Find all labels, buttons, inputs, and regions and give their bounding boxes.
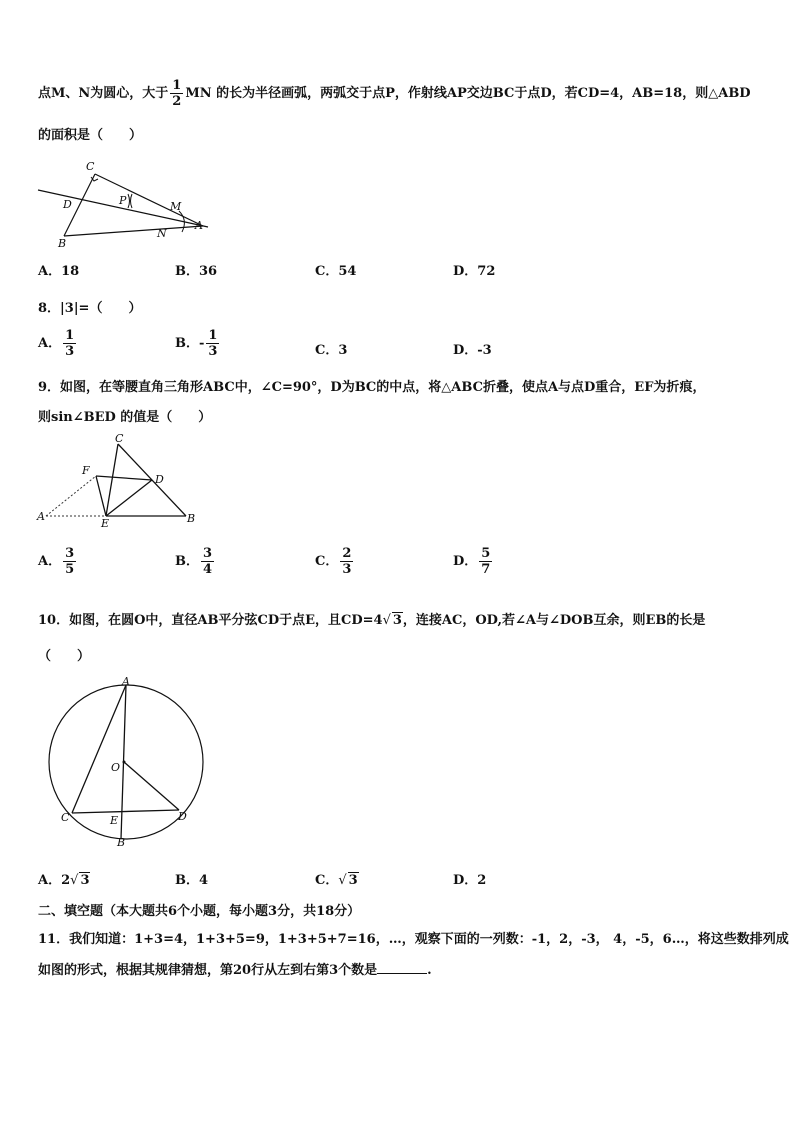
q10-label-E: E xyxy=(110,814,119,827)
q10-label-O: O xyxy=(111,761,121,774)
q10-label-D: D xyxy=(178,810,187,823)
q7-option-a[interactable]: A．18 xyxy=(38,264,80,279)
q7-option-c[interactable]: C．54 xyxy=(315,264,357,279)
q10-option-c[interactable]: C．√ 3 xyxy=(315,873,358,888)
q7-stem-line1: 点M、N为圆心，大于 $\frac{1}{2}$ MN 的长为半径画弧，两弧交于点P，作射线AP交边BC于点D，若CD=4，AB=18，则△ABD xyxy=(38,78,751,109)
q9-figure xyxy=(34,432,204,528)
answer-blank[interactable] xyxy=(377,961,427,974)
q11-stem-line2: 如图的形式，根据其规律猜想，第20行从左到右第3个数是 . xyxy=(38,963,432,978)
q10-stem-line2: （ ） xyxy=(38,649,91,664)
q7-label-N: N xyxy=(157,227,167,240)
q10-label-A: A xyxy=(122,676,130,688)
q9-option-b[interactable]: B． $\frac{3}{4}$ xyxy=(175,546,213,577)
section-heading: 二、填空题（本大题共6个小题，每小题3分，共18分） xyxy=(38,904,361,919)
q7-label-B: B xyxy=(58,237,67,248)
q10-label-C: C xyxy=(61,811,70,824)
q10-option-a[interactable]: A．2√ 3 xyxy=(38,873,90,888)
q8-stem: 8．|3|=（ ） xyxy=(38,301,142,316)
q7-figure xyxy=(36,156,212,248)
q10-label-B: B xyxy=(117,836,126,849)
q9-stem-line2: 则sin∠BED 的值是（ ） xyxy=(38,410,212,425)
q11-stem-line1: 11．我们知道：1+3=4，1+3+5=9，1+3+5+7=16，…，观察下面的一列数：-1，2，-3， 4，-5，6…，将这些数排列成 xyxy=(38,932,789,947)
q7-label-D: D xyxy=(63,198,72,211)
q9-option-a[interactable]: A． $\frac{3}{5}$ xyxy=(38,546,75,577)
q9-option-d[interactable]: D． $\frac{5}{7}$ xyxy=(453,546,491,577)
q10-option-b[interactable]: B．4 xyxy=(175,873,209,888)
q10-stem-line1: 10．如图，在圆O中，直径AB平分弦CD于点E，且CD=4√ 3，连接AC，OD,若∠A与∠DOB互余，则EB的长是 xyxy=(38,613,706,628)
q7-label-A: A xyxy=(195,219,203,232)
q7-label-M: M xyxy=(170,200,182,213)
fraction-half: $\frac{1}{2}$ xyxy=(172,78,182,109)
q10-figure xyxy=(40,676,220,850)
q8-option-a[interactable]: A． $\frac{1}{3}$ xyxy=(38,328,75,359)
q8-option-d[interactable]: D．-3 xyxy=(453,343,492,358)
q9-label-E: E xyxy=(101,517,110,528)
q9-label-A: A xyxy=(37,510,45,523)
q7-label-P: P xyxy=(119,194,127,207)
q9-label-C: C xyxy=(115,432,124,445)
q7-stem-line2: 的面积是（ ） xyxy=(38,128,143,143)
q7-option-b[interactable]: B．36 xyxy=(175,264,218,279)
q9-label-F: F xyxy=(82,464,90,477)
q8-option-b[interactable]: B．- $\frac{1}{3}$ xyxy=(175,328,218,359)
q7-option-d[interactable]: D．72 xyxy=(453,264,496,279)
q9-label-B: B xyxy=(187,512,196,525)
q9-stem-line1: 9．如图，在等腰直角三角形ABC中，∠C=90°，D为BC的中点，将△ABC折叠，使点A与点D重合，EF为折痕， xyxy=(38,380,706,395)
q8-option-c[interactable]: C．3 xyxy=(315,343,348,358)
q7-label-C: C xyxy=(86,160,95,173)
q9-label-D: D xyxy=(155,473,164,486)
q10-option-d[interactable]: D．2 xyxy=(453,873,487,888)
q9-option-c[interactable]: C． $\frac{2}{3}$ xyxy=(315,546,352,577)
